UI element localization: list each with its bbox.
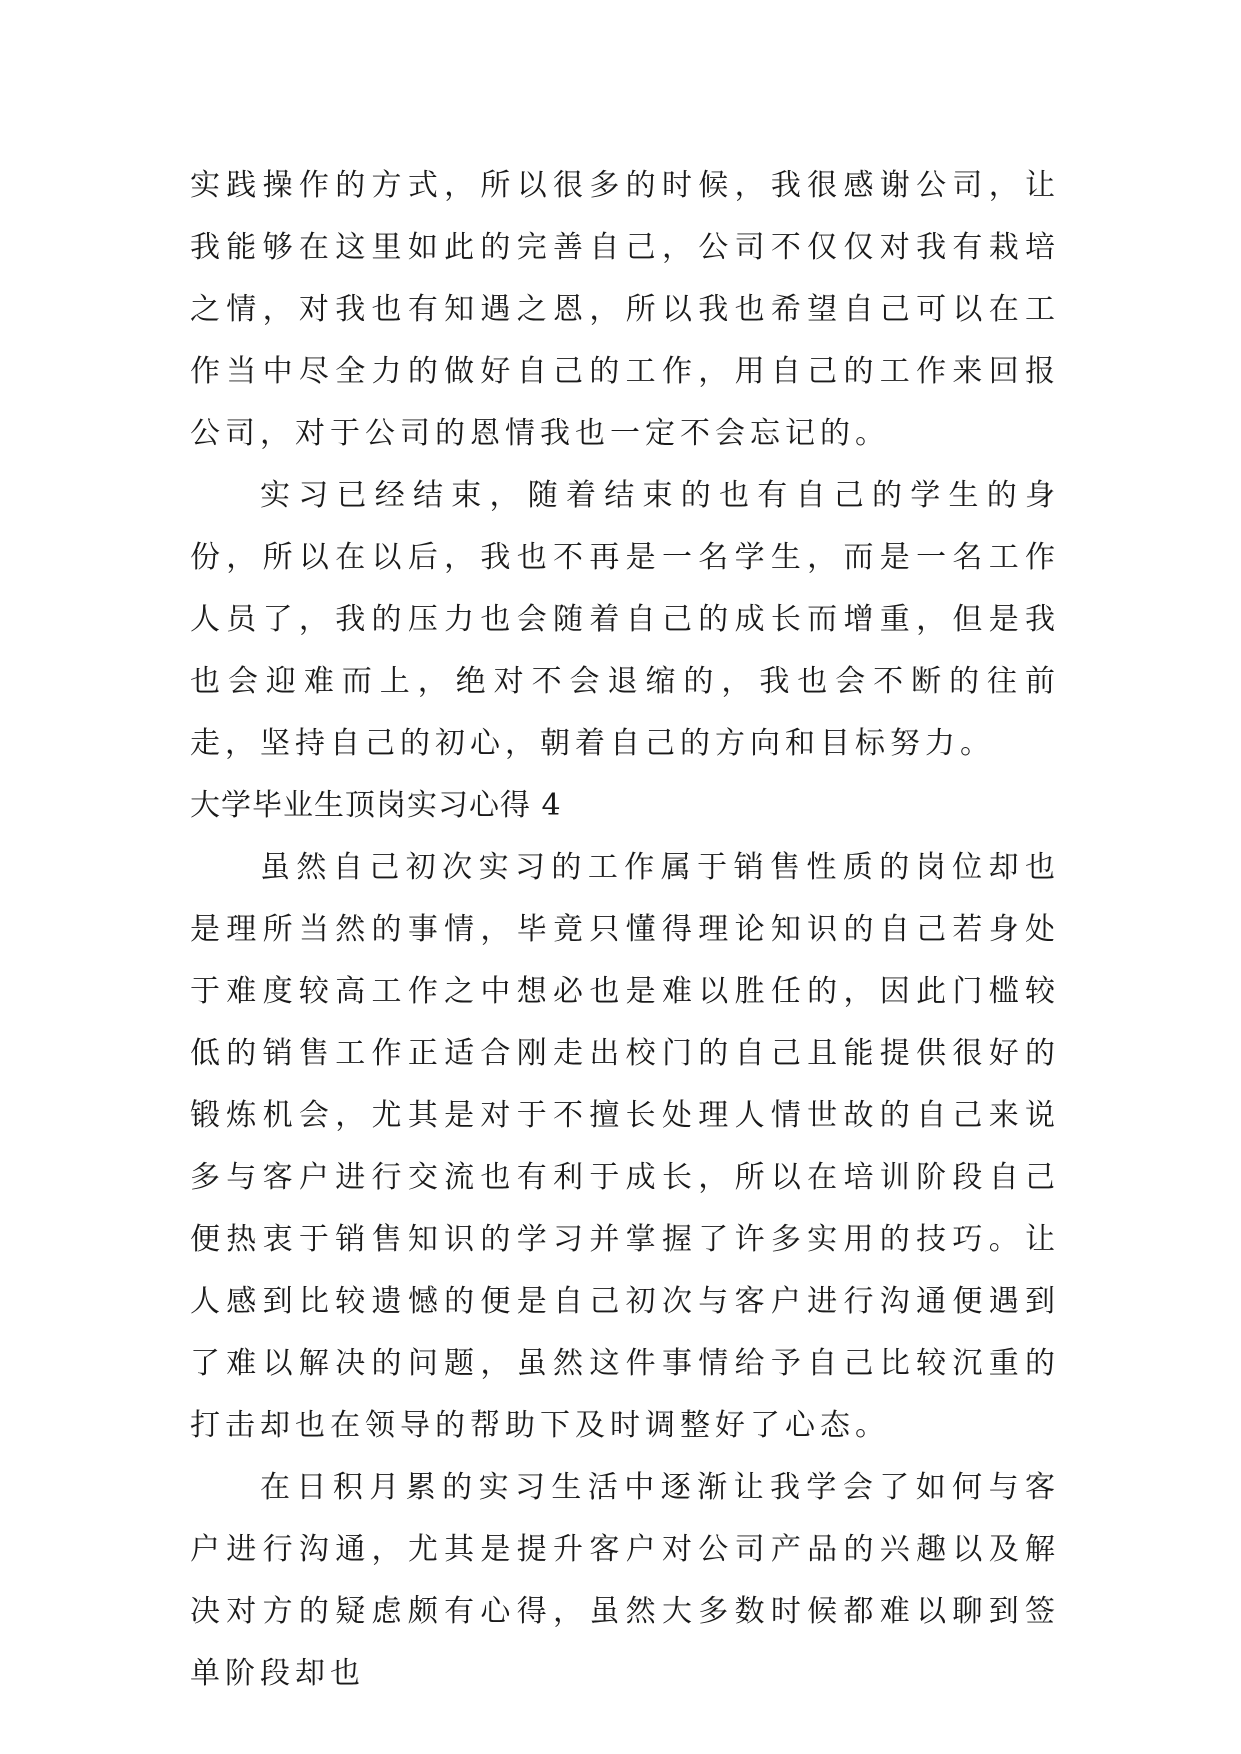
document-page (190, 155, 1060, 1705)
section-heading: 大学毕业生顶岗实习心得 4 (190, 788, 562, 823)
paragraph-sales-position: 虽然自己初次实习的工作属于销售性质的岗位却也是理所当然的事情，毕竟只懂得理论知识的自己若身处于难度较高工作之中想必也是难以胜任的，因此门槛较低的销售工作正适合刚走出校门的自己且能提供很好的锻炼机会，尤其是对于不擅长处理人情世故的自己来说多与客户进行交流也有利于成长，所以在培训阶段自己便热衷于销售知识的学习并掌握了许多实用的技巧。让人感到比较遗憾的便是自己初次与客户进行沟通便遇到了难以解决的问题，虽然这件事情给予自己比较沉重的打击却也在领导的帮助下及时调整好了心态。 (190, 850, 1060, 1443)
paragraph-daily-practice: 在日积月累的实习生活中逐渐让我学会了如何与客户进行沟通，尤其是提升客户对公司产品的兴趣以及解决对方的疑虑颇有心得，虽然大多数时候都难以聊到签单阶段却也 (190, 1470, 1060, 1691)
paragraph-continuation: 实践操作的方式，所以很多的时候，我很感谢公司，让我能够在这里如此的完善自己，公司不仅仅对我有栽培之情，对我也有知遇之恩，所以我也希望自己可以在工作当中尽全力的做好自己的工作，用自己的工作来回报公司，对于公司的恩情我也一定不会忘记的。 (190, 168, 1060, 451)
paragraph-internship-ended: 实习已经结束，随着结束的也有自己的学生的身份，所以在以后，我也不再是一名学生，而是一名工作人员了，我的压力也会随着自己的成长而增重，但是我也会迎难而上，绝对不会退缩的，我也会不断的往前走，坚持自己的初心，朝着自己的方向和目标努力。 (190, 478, 1060, 761)
